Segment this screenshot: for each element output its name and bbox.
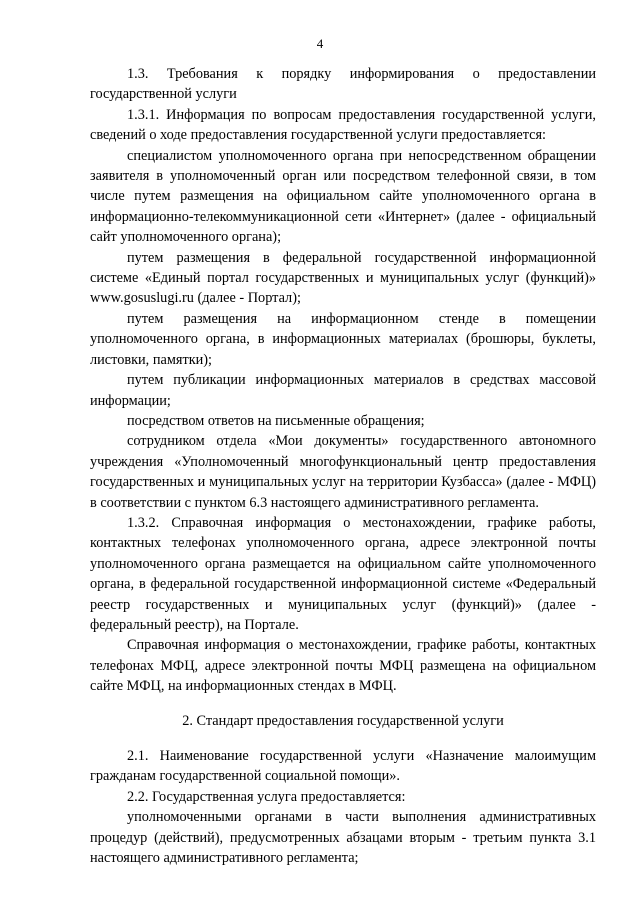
- page-number: 4: [316, 36, 324, 51]
- paragraph-media: путем публикации информационных материалов в средствах массовой информации;: [90, 372, 596, 409]
- paragraph-2-2: 2.2. Государственная услуга предоставляется:: [127, 788, 406, 805]
- paragraph-1-3: 1.3. Требования к порядку информирования о предоставлении государственной услуги: [90, 66, 596, 103]
- section-heading: 2. Стандарт предоставления государственной услуги: [182, 712, 504, 729]
- paragraph-authorities: уполномоченными органами в части выполнения административных процедур (действий), предусмотренных абзацами вторым - третьим пункта 3.1 настоящего административного регламента;: [90, 809, 596, 867]
- paragraph-1-3-1: 1.3.1. Информация по вопросам предоставления государственной услуги, сведений о ходе предоставления государственной услуги предоставляется:: [90, 106, 596, 144]
- paragraph-specialist: специалистом уполномоченного органа при непосредственном обращении заявителя в уполномоченный орган или посредством телефонной связи, в том числе путем размещения на официальном сайте уполномоченного органа в информационно-телекоммуникационной сети «Интернет» (далее - официальный сайт уполномоченного органа);: [90, 147, 596, 246]
- paragraph-portal: путем размещения в федеральной государственной информационной системе «Единый портал государственных и муниципальных услуг (функций)» www.gosuslugi.ru (далее - Портал);: [90, 249, 596, 307]
- paragraph-mfc-info: Справочная информация о местонахождении, графике работы, контактных телефонах МФЦ, адресе электронной почты МФЦ размещена на официальном сайте МФЦ, на информационных стендах в МФЦ.: [90, 637, 596, 695]
- paragraph-written: посредством ответов на письменные обращения;: [127, 412, 425, 429]
- paragraph-1-3-2: 1.3.2. Справочная информация о местонахождении, графике работы, контактных телефонах уполномоченного органа, адресе электронной почты уполномоченного органа размещается на официальном сайте уполномоченного органа, в федеральной государственной информационной системе «Федеральный реестр государственных и муниципальных услуг (функций)» (далее - федеральный реестр), на Портале.: [90, 514, 596, 633]
- paragraph-stand: путем размещения на информационном стенде в помещении уполномоченного органа, в информационных материалах (брошюры, буклеты, листовки, памятки);: [90, 310, 596, 368]
- paragraph-mfc-staff: сотрудником отдела «Мои документы» государственного автономного учреждения «Уполномоченный многофункциональный центр предоставления государственных и муниципальных услуг на территории Кузбасса» (далее - МФЦ) в соответствии с пунктом 6.3 настоящего административного регламента.: [90, 433, 596, 511]
- paragraph-2-1: 2.1. Наименование государственной услуги «Назначение малоимущим гражданам государственной социальной помощи».: [90, 748, 596, 785]
- document-body: [90, 64, 596, 868]
